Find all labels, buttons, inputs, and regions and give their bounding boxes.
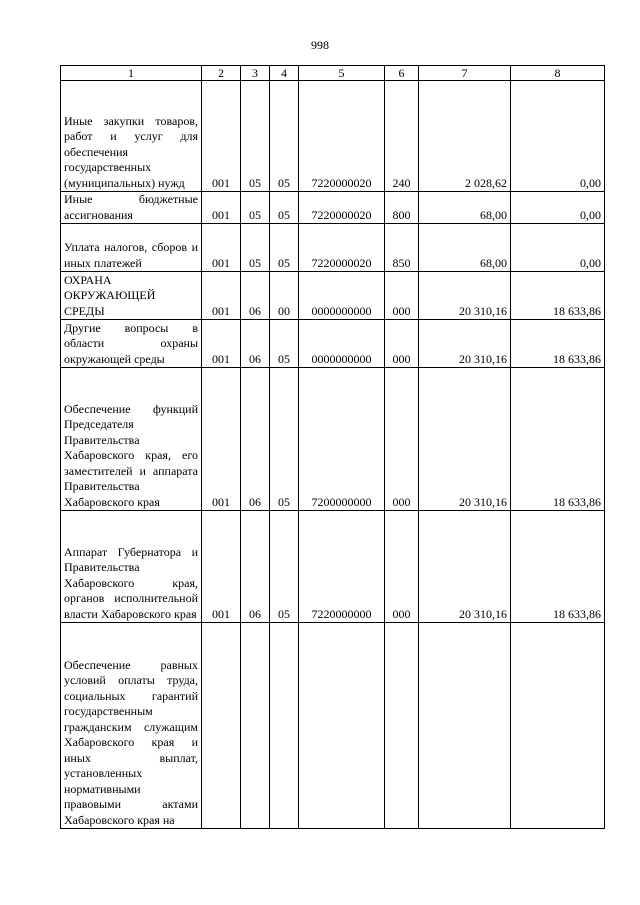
header-row (61, 66, 605, 81)
row-amount-2: 18 633,86 (511, 320, 605, 368)
row-section (241, 623, 270, 829)
row-expense-type: 240 (385, 81, 419, 192)
budget-table (60, 65, 605, 829)
row-admin-code (202, 623, 241, 829)
row-expense-type (385, 623, 419, 829)
row-admin-code: 001 (202, 368, 241, 511)
row-amount-2: 18 633,86 (511, 272, 605, 320)
table-row (61, 623, 605, 829)
table-row (61, 320, 605, 368)
row-target-code: 7220000020 (299, 81, 385, 192)
row-subsection: 05 (270, 224, 299, 272)
row-section: 05 (241, 192, 270, 224)
row-expense-type: 850 (385, 224, 419, 272)
row-subsection: 05 (270, 368, 299, 511)
row-section: 06 (241, 368, 270, 511)
header-col-5: 5 (299, 66, 385, 81)
row-amount-2 (511, 623, 605, 829)
table-row (61, 192, 605, 224)
row-amount-1: 20 310,16 (419, 320, 511, 368)
page-number: 998 (311, 38, 329, 52)
table-row (61, 224, 605, 272)
row-amount-2: 18 633,86 (511, 368, 605, 511)
row-admin-code: 001 (202, 320, 241, 368)
table-row (61, 511, 605, 623)
row-amount-1: 68,00 (419, 224, 511, 272)
row-target-code: 0000000000 (299, 272, 385, 320)
row-name: Иные закупки товаров, работ и услуг для обеспечения государственных (муниципальных) нужд (61, 81, 202, 192)
row-name: Обеспечение равных условий оплаты труда, социальных гарантий государственным гражданским служащим Хабаровского края и иных выплат, установленных нормативными правовыми актами Хабаровского края на (61, 623, 202, 829)
row-name: ОХРАНА ОКРУЖАЮЩЕЙ СРЕДЫ (61, 272, 202, 320)
row-section: 06 (241, 511, 270, 623)
row-subsection: 05 (270, 511, 299, 623)
row-section: 06 (241, 320, 270, 368)
row-section: 06 (241, 272, 270, 320)
row-subsection: 05 (270, 320, 299, 368)
row-amount-1: 68,00 (419, 192, 511, 224)
row-admin-code: 001 (202, 224, 241, 272)
row-name: Обеспечение функций Председателя Правительства Хабаровского края, его заместителей и аппарата Правительства Хабаровского края (61, 368, 202, 511)
row-amount-1: 20 310,16 (419, 272, 511, 320)
row-section: 05 (241, 224, 270, 272)
row-target-code: 7220000020 (299, 192, 385, 224)
row-subsection: 05 (270, 192, 299, 224)
header-col-2: 2 (202, 66, 241, 81)
row-target-code: 7220000000 (299, 511, 385, 623)
header-col-6: 6 (385, 66, 419, 81)
row-name: Аппарат Губернатора и Правительства Хабаровского края, органов исполнительной власти Хабаровского края (61, 511, 202, 623)
row-expense-type: 000 (385, 320, 419, 368)
header-col-3: 3 (241, 66, 270, 81)
row-amount-2: 18 633,86 (511, 511, 605, 623)
header-col-7: 7 (419, 66, 511, 81)
header-col-8: 8 (511, 66, 605, 81)
row-admin-code: 001 (202, 81, 241, 192)
row-expense-type: 000 (385, 272, 419, 320)
row-target-code: 0000000000 (299, 320, 385, 368)
row-subsection (270, 623, 299, 829)
row-target-code: 7220000020 (299, 224, 385, 272)
row-amount-2: 0,00 (511, 81, 605, 192)
row-expense-type: 000 (385, 511, 419, 623)
row-admin-code: 001 (202, 511, 241, 623)
row-expense-type: 800 (385, 192, 419, 224)
row-expense-type: 000 (385, 368, 419, 511)
row-admin-code: 001 (202, 192, 241, 224)
table-row (61, 368, 605, 511)
row-amount-1: 20 310,16 (419, 511, 511, 623)
table-row (61, 81, 605, 192)
row-target-code: 7200000000 (299, 368, 385, 511)
row-admin-code: 001 (202, 272, 241, 320)
header-col-4: 4 (270, 66, 299, 81)
row-target-code (299, 623, 385, 829)
row-amount-1: 2 028,62 (419, 81, 511, 192)
row-amount-2: 0,00 (511, 192, 605, 224)
row-amount-2: 0,00 (511, 224, 605, 272)
table-row (61, 272, 605, 320)
row-subsection: 05 (270, 81, 299, 192)
row-subsection: 00 (270, 272, 299, 320)
row-amount-1 (419, 623, 511, 829)
row-section: 05 (241, 81, 270, 192)
row-amount-1: 20 310,16 (419, 368, 511, 511)
row-name: Уплата налогов, сборов и иных платежей (61, 224, 202, 272)
header-col-1: 1 (61, 66, 202, 81)
row-name: Другие вопросы в области охраны окружающей среды (61, 320, 202, 368)
row-name: Иные бюджетные ассигнования (61, 192, 202, 224)
